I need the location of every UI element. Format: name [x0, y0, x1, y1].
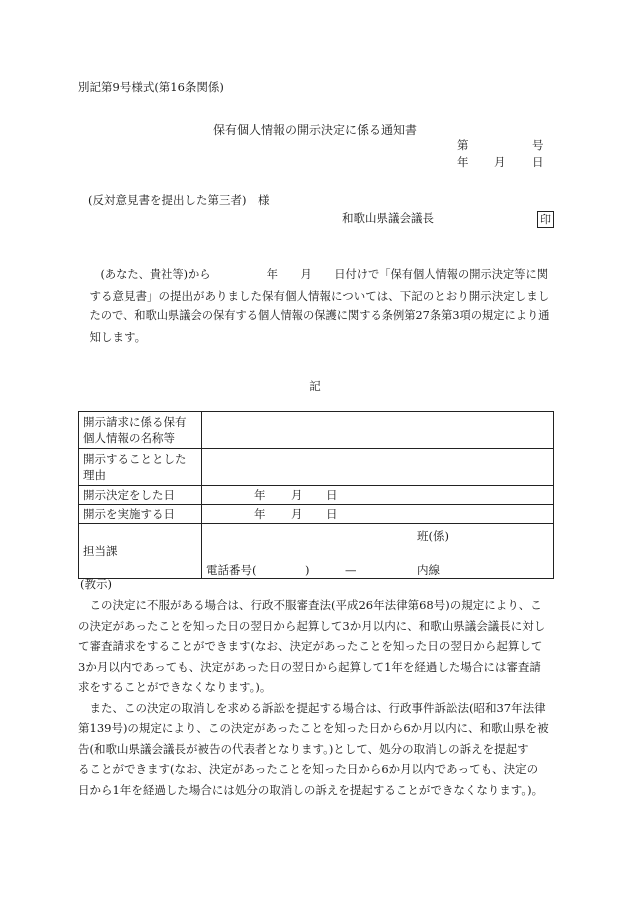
label-disclosure-date: 開示を実施する日 [79, 505, 202, 524]
table-row [79, 412, 554, 449]
extension-label: 内線 [417, 563, 440, 577]
label-line: 理由 [83, 468, 106, 482]
value-decision-date [202, 486, 554, 505]
notice-line: この決定に不服がある場合は、行政不服審査法(平成26年法律第68号)の規定により、こ [78, 598, 542, 612]
seal-stamp: 印 [537, 211, 554, 228]
notice-line: の決定があったことを知った日の翌日から起算して3か月以内に、和歌山県議会議長に対し [78, 618, 546, 633]
date-month: 月 [494, 155, 506, 169]
notification-body [78, 265, 554, 347]
notice-line: 第139号)の規定により、この決定があったことを知った日から6か月以内に、和歌山県を被 [78, 721, 549, 735]
label-department: 担当課 [79, 524, 202, 579]
table-row [79, 449, 554, 486]
year-marker: 年 [254, 488, 266, 502]
label-line: 個人情報の名称等 [83, 431, 175, 445]
table-row [79, 524, 554, 579]
month-marker: 月 [291, 507, 303, 521]
value-reason [202, 449, 554, 486]
notice-body [78, 595, 554, 800]
notice-line: 3か月以内であっても、決定があった日の翌日から起算して1年を経過した場合には審査請 [78, 659, 541, 674]
section-label: 班(係) [417, 529, 449, 543]
table-row [79, 505, 554, 524]
day-marker: 日 [326, 488, 338, 502]
notice-line: 求をすることができなくなります。)。 [78, 680, 272, 694]
notice-line: 日から1年を経過した場合には処分の取消しの訴えを提起することができなくなります。)。 [78, 782, 544, 797]
document-title: 保有個人情報の開示決定に係る通知書 [212, 123, 417, 137]
label-info-name [79, 412, 202, 449]
phone-close: ) [305, 563, 310, 577]
month-marker: 月 [291, 488, 303, 502]
notice-heading: (教示) [80, 577, 112, 591]
form-number-label: 別記第9号様式(第16条関係) [78, 80, 224, 94]
value-disclosure-date [202, 505, 554, 524]
label-reason [79, 449, 202, 486]
value-department [202, 524, 554, 579]
label-decision-date: 開示決定をした日 [79, 486, 202, 505]
table-row [79, 486, 554, 505]
notice-line: ることができます(なお、決定があったことを知った日から6か月以内であっても、決定の [78, 762, 539, 776]
body-line: 知します。 [89, 329, 147, 344]
notice-line: また、この決定の取消しを求める訴訟を提起する場合は、行政事件訴訟法(昭和37年法律 [78, 700, 546, 715]
value-info-name [202, 412, 554, 449]
day-marker: 日 [326, 507, 338, 521]
phone-label: 電話番号( [206, 563, 257, 577]
date-year: 年 [457, 155, 469, 169]
ki-heading: 記 [309, 379, 321, 393]
sender-name: 和歌山県議会議長 [342, 211, 434, 225]
label-line: 開示することとした [83, 452, 187, 466]
decision-table [78, 411, 554, 579]
phone-dash: — [345, 563, 357, 577]
number-suffix: 号 [532, 138, 544, 152]
date-day: 日 [532, 155, 544, 169]
body-line: たので、和歌山県議会の保有する個人情報の保護に関する条例第27条第3項の規定により通 [89, 309, 550, 322]
body-line: する意見書」の提出がありました保有個人情報については、下記のとおり開示決定しまし [89, 288, 550, 303]
year-marker: 年 [254, 507, 266, 521]
addressee: (反対意見書を提出した第三者) 様 [88, 193, 270, 207]
notice-line: て審査請求をすることができます(なお、決定があったことを知った日の翌日から起算して [78, 639, 543, 653]
body-line: (あなた、貴社等)から 年 月 日付けで「保有個人情報の開示決定等に関 [100, 268, 549, 281]
notice-line: 告(和歌山県議会議長が被告の代表者となります。)として、処分の取消しの訴えを提起す [78, 741, 529, 756]
number-prefix: 第 [457, 138, 469, 152]
label-line: 開示請求に係る保有 [83, 415, 187, 429]
